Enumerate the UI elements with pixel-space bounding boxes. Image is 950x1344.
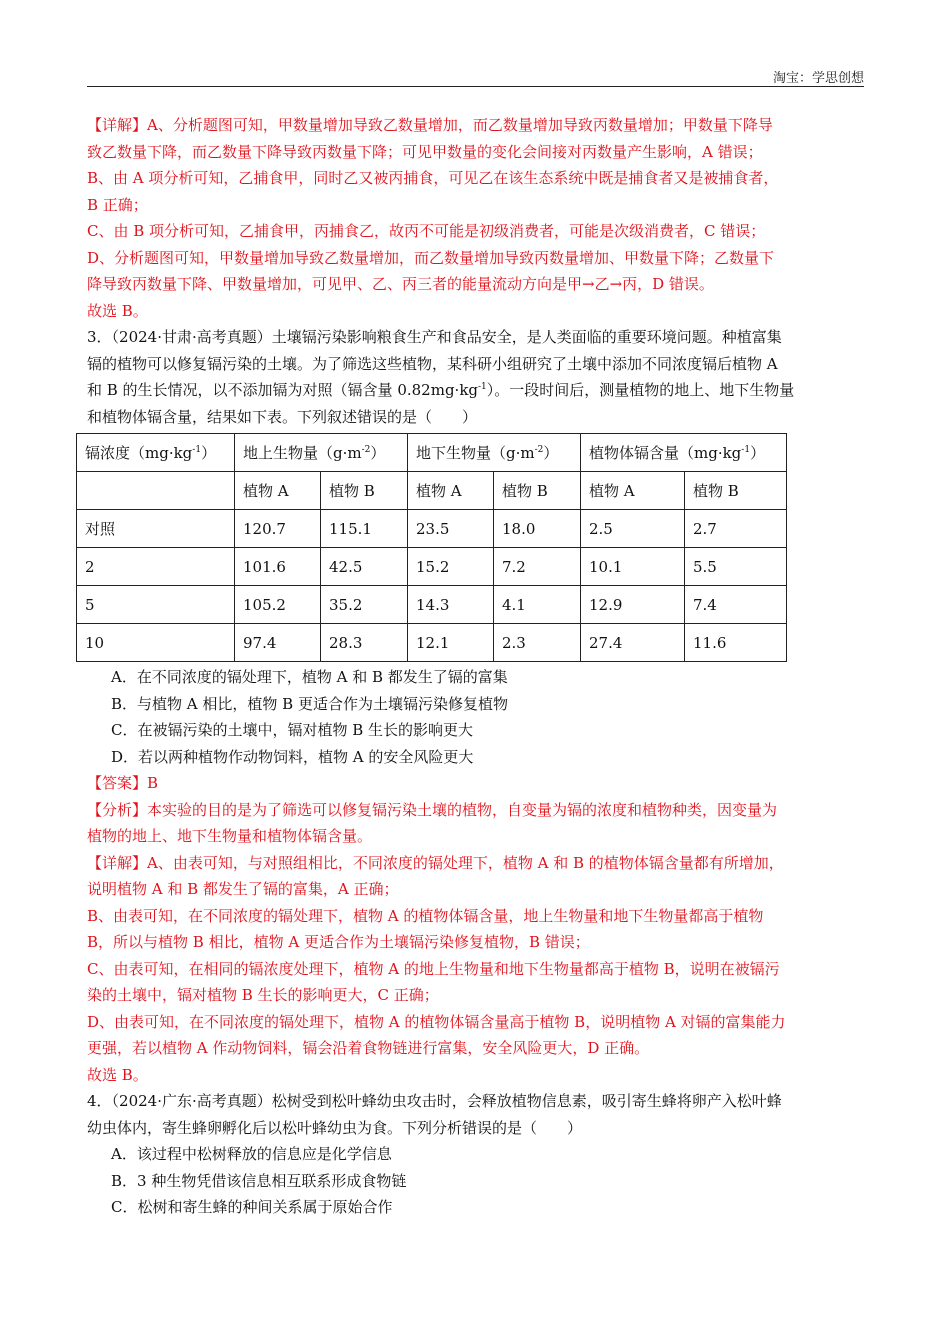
q3-stem-line: 和 B 的生长情况，以不添加镉为对照（镉含量 $0.82mg\cdot kg^{-1}$）。一段时间后，测量植物的地上、地下生物量 [87, 381, 795, 399]
q3-detail-line: 【详解】A、由表可知，与对照组相比，不同浓度的镉处理下，植物 A 和 B 的植物体镉含量都有所增加， [87, 853, 784, 872]
q3-detail-line: B、由表可知，在不同浓度的镉处理下，植物 A 的植物体镉含量，地上生物量和地下生物量都高于植物 [87, 906, 764, 925]
q3-options [87, 664, 864, 770]
q3-option-a: A．在不同浓度的镉处理下，植物 A 和 B 都发生了镉的富集 [111, 668, 508, 686]
q3-detail-line: D、由表可知，在不同浓度的镉处理下，植物 A 的植物体镉含量高于植物 B，说明植物 A 对镉的富集能力 [87, 1012, 786, 1031]
table-cell: 28.3 [321, 624, 408, 662]
cadmium-data-table [76, 433, 787, 662]
subheader-plant-b: 植物 B [321, 472, 408, 510]
table-cell: 5.5 [685, 548, 787, 586]
q3-stem-line: 镉的植物可以修复镉污染的土壤。为了筛选这些植物，某科研小组研究了土壤中添加不同浓度镉后植物 A [87, 354, 778, 373]
q3-option-b: B．与植物 A 相比，植物 B 更适合作为土壤镉污染修复植物 [111, 694, 508, 713]
q4-stem-line: 幼虫体内，寄生蜂卵孵化后以松叶蜂幼虫为食。下列分析错误的是（ ） [87, 1118, 583, 1137]
page-content [87, 112, 864, 1221]
table-cell: 2.5 [581, 510, 685, 548]
table-cell: 14.3 [408, 586, 494, 624]
q3-detail [87, 850, 864, 1089]
q3-detail-line: 说明植物 A 和 B 都发生了镉的富集，A 正确； [87, 880, 399, 898]
q3-detail-line: 更强，若以植物 A 作动物饲料，镉会沿着食物链进行富集，安全风险更大，D 正确。 [87, 1039, 650, 1057]
q2-detail-line: D、分析题图可知，甲数量增加导致乙数量增加，而乙数量增加导致丙数量增加、甲数量下降；乙数量下 [87, 248, 775, 267]
table-cell: 10 [77, 624, 235, 662]
table-cell: 12.1 [408, 624, 494, 662]
q2-conclusion: 故选 B。 [87, 301, 148, 320]
table-row [77, 624, 787, 662]
q2-detail-line: 降导致丙数量下降、甲数量增加，可见甲、乙、丙三者的能量流动方向是甲→乙→丙，D 错误。 [87, 275, 714, 293]
table-cell: 5 [77, 586, 235, 624]
table-cell: 101.6 [235, 548, 321, 586]
q3-analysis-line: 植物的地上、地下生物量和植物体镉含量。 [87, 827, 373, 845]
q3-detail-line: C、由表可知，在相同的镉浓度处理下，植物 A 的地上生物量和地下生物量都高于植物 B，说明在被镉污 [87, 959, 780, 978]
table-cell: 42.5 [321, 548, 408, 586]
table-cell: 23.5 [408, 510, 494, 548]
q3-stem-line: 3．（2024·甘肃·高考真题）土壤镉污染影响粮食生产和食品安全，是人类面临的重要环境问题。种植富集 [87, 328, 782, 346]
table-header-row [77, 434, 787, 472]
table-cell: 18.0 [494, 510, 581, 548]
table-cell: 10.1 [581, 548, 685, 586]
table-row [77, 510, 787, 548]
q4-options [87, 1141, 864, 1221]
q4-option-c: C．松树和寄生蜂的种间关系属于原始合作 [111, 1198, 393, 1216]
table-cell: 11.6 [685, 624, 787, 662]
table-cell: 115.1 [321, 510, 408, 548]
table-cell: 2.7 [685, 510, 787, 548]
q3-conclusion: 故选 B。 [87, 1065, 148, 1084]
q4-stem-line: 4．（2024·广东·高考真题）松树受到松叶蜂幼虫攻击时，会释放植物信息素，吸引寄生蜂将卵产入松叶蜂 [87, 1092, 782, 1110]
q3-stem-line: 和植物体镉含量，结果如下表。下列叙述错误的是（ ） [87, 407, 478, 426]
subheader-plant-a: 植物 A [581, 472, 685, 510]
q3-detail-line: B，所以与植物 B 相比，植物 A 更适合作为土壤镉污染修复植物，B 错误； [87, 933, 590, 951]
table-cell: 7.4 [685, 586, 787, 624]
q3-option-d: D．若以两种植物作动物饲料，植物 A 的安全风险更大 [111, 747, 474, 766]
q4-stem [87, 1088, 864, 1141]
q2-detail-line: B 正确； [87, 195, 148, 214]
q2-detail [87, 112, 864, 324]
q2-detail-line: B、由 A 项分析可知，乙捕食甲，同时乙又被丙捕食，可见乙在该生态系统中既是捕食者又是被捕食者， [87, 169, 779, 187]
q2-detail-line: 【详解】A、分析题图可知，甲数量增加导致乙数量增加，而乙数量增加导致丙数量增加；甲数量下降导 [87, 116, 773, 134]
header-above-ground-biomass: 地上生物量$(g\cdot m^{-2})$ [235, 434, 408, 472]
table-cell: 97.4 [235, 624, 321, 662]
header-below-ground-biomass: 地下生物量$(g\cdot m^{-2})$ [408, 434, 581, 472]
table-row [77, 548, 787, 586]
q4-option-a: A．该过程中松树释放的信息应是化学信息 [111, 1145, 392, 1163]
table-cell: 对照 [77, 510, 235, 548]
q3-detail-line: 染的土壤中，镉对植物 B 生长的影响更大，C 正确； [87, 986, 439, 1004]
table-cell: 105.2 [235, 586, 321, 624]
q4-option-b: B．3 种生物凭借该信息相互联系形成食物链 [111, 1171, 407, 1190]
page-header [87, 62, 864, 87]
subheader-plant-a: 植物 A [235, 472, 321, 510]
q2-detail-line: C、由 B 项分析可知，乙捕食甲，丙捕食乙，故丙不可能是初级消费者，可能是次级消费者，C 错误； [87, 222, 766, 240]
q3-answer: 【答案】B [87, 774, 159, 792]
table-subheader-row [77, 472, 787, 510]
table-cell: 27.4 [581, 624, 685, 662]
table-cell: 120.7 [235, 510, 321, 548]
subheader-plant-b: 植物 B [685, 472, 787, 510]
table-cell: 15.2 [408, 548, 494, 586]
q2-detail-line: 致乙数量下降，而乙数量下降导致丙数量下降；可见甲数量的变化会间接对丙数量产生影响，A 错误； [87, 142, 763, 161]
table-cell: 12.9 [581, 586, 685, 624]
table-cell: 4.1 [494, 586, 581, 624]
q3-stem [87, 324, 864, 430]
table-cell: 2.3 [494, 624, 581, 662]
table-cell-empty [77, 472, 235, 510]
q3-analysis-line: 【分析】本实验的目的是为了筛选可以修复镉污染土壤的植物，自变量为镉的浓度和植物种类，因变量为 [87, 800, 778, 819]
header-plant-cd-content: 植物体镉含量$(mg\cdot kg^{-1})$ [581, 434, 787, 472]
table-cell: 2 [77, 548, 235, 586]
header-cd-concentration: 镉浓度$(mg\cdot kg^{-1})$ [77, 434, 235, 472]
header-brand: 淘宝：学思创想 [772, 71, 864, 86]
q3-option-c: C．在被镉污染的土壤中，镉对植物 B 生长的影响更大 [111, 721, 474, 739]
table-row [77, 586, 787, 624]
table-cell: 7.2 [494, 548, 581, 586]
subheader-plant-b: 植物 B [494, 472, 581, 510]
subheader-plant-a: 植物 A [408, 472, 494, 510]
table-cell: 35.2 [321, 586, 408, 624]
